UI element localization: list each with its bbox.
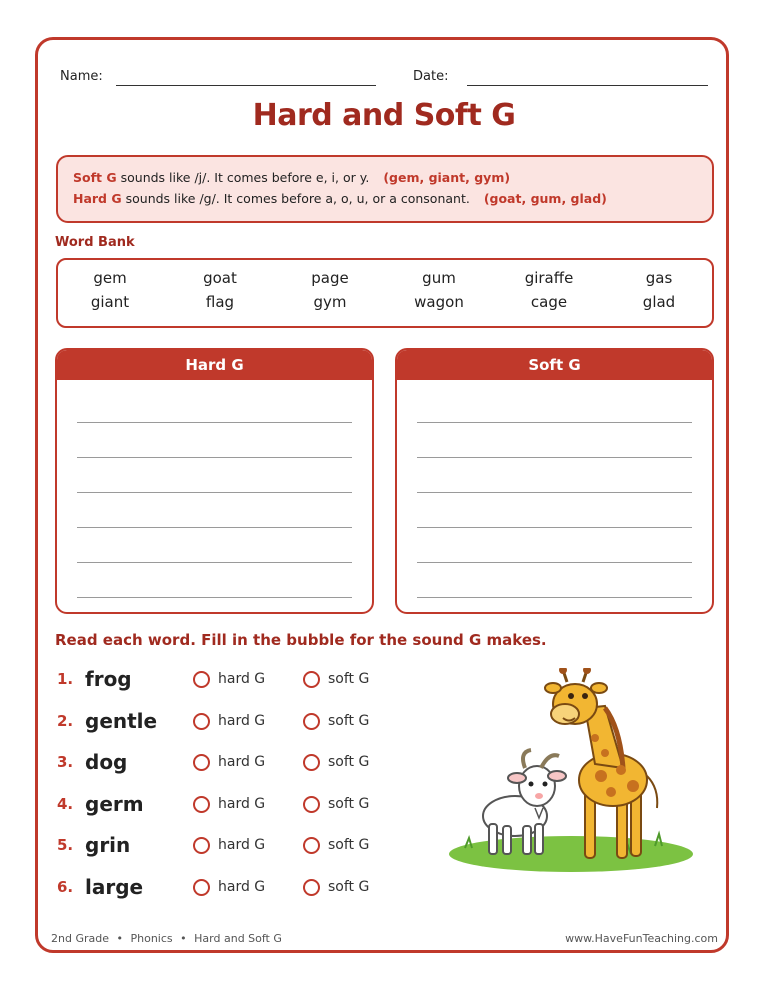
word-bank-word: gas — [645, 269, 673, 287]
quiz-item-number: 4. — [57, 795, 74, 813]
word-bank-word: goat — [203, 269, 237, 287]
soft-g-option-label: soft G — [328, 671, 370, 687]
name-label: Name: — [60, 69, 103, 84]
hard-g-option-label: hard G — [218, 754, 266, 770]
footer-site-link[interactable]: www.HaveFunTeaching.com — [565, 932, 718, 945]
quiz-item-number: 5. — [57, 836, 74, 854]
rule-box — [56, 155, 714, 223]
quiz-item-word: large — [85, 875, 144, 899]
soft-g-option-label: soft G — [328, 796, 370, 812]
soft-g-option-label: soft G — [328, 713, 370, 729]
footer-breadcrumb — [51, 932, 282, 945]
word-bank-word: page — [311, 269, 349, 287]
hard-g-option-label: hard G — [218, 879, 266, 895]
soft-g-header: Soft G — [397, 350, 712, 380]
hard-g-bubble[interactable] — [193, 879, 210, 896]
word-bank-word: giraffe — [524, 269, 574, 287]
soft-g-bubble[interactable] — [303, 879, 320, 896]
word-bank-word: gum — [422, 269, 456, 287]
hard-g-bubble[interactable] — [193, 671, 210, 688]
word-bank-label: Word Bank — [55, 235, 135, 250]
page-title: Hard and Soft G — [252, 98, 516, 133]
date-line[interactable] — [467, 74, 708, 86]
footer-subject: Phonics — [130, 932, 173, 945]
hard-g-term: Hard G — [73, 191, 122, 206]
quiz-item-number: 3. — [57, 753, 74, 771]
word-bank-word: giant — [90, 293, 130, 311]
hard-g-bubble[interactable] — [193, 754, 210, 771]
hard-g-bubble[interactable] — [193, 837, 210, 854]
hard-g-option-label: hard G — [218, 713, 266, 729]
hard-g-header: Hard G — [57, 350, 372, 380]
word-bank-word: cage — [530, 293, 568, 311]
hard-g-column — [55, 348, 374, 614]
hard-g-write-line[interactable] — [77, 422, 352, 423]
hard-g-text: sounds like /g/. It comes before a, o, u, or a consonant. — [125, 191, 470, 206]
quiz-item-word: germ — [85, 792, 144, 816]
word-bank-word: wagon — [414, 293, 464, 311]
quiz-item-number: 2. — [57, 712, 74, 730]
goat-giraffe-illustration — [445, 668, 695, 878]
giraffe-icon — [545, 668, 657, 858]
hard-g-write-line[interactable] — [77, 597, 352, 598]
quiz-item-word: grin — [85, 833, 131, 857]
soft-g-write-line[interactable] — [417, 597, 692, 598]
soft-g-option-label: soft G — [328, 879, 370, 895]
hard-g-write-line[interactable] — [77, 527, 352, 528]
word-bank-word: glad — [642, 293, 676, 311]
quiz-item-word: dog — [85, 750, 128, 774]
quiz-item-number: 6. — [57, 878, 74, 896]
hard-g-write-line[interactable] — [77, 562, 352, 563]
quiz-instruction: Read each word. Fill in the bubble for the sound G makes. — [55, 631, 547, 649]
soft-g-examples: (gem, giant, gym) — [383, 170, 511, 185]
hard-g-option-label: hard G — [218, 671, 266, 687]
word-bank-word: gem — [93, 269, 127, 287]
quiz-item-word: gentle — [85, 709, 158, 733]
soft-g-column — [395, 348, 714, 614]
soft-g-bubble[interactable] — [303, 671, 320, 688]
word-bank — [56, 258, 714, 328]
footer-grade: 2nd Grade — [51, 932, 109, 945]
soft-g-write-line[interactable] — [417, 422, 692, 423]
soft-g-text: sounds like /j/. It comes before e, i, or y. — [120, 170, 370, 185]
hard-g-rule — [73, 191, 607, 206]
soft-g-bubble[interactable] — [303, 837, 320, 854]
soft-g-option-label: soft G — [328, 837, 370, 853]
name-line[interactable] — [116, 74, 376, 86]
footer-separator: • — [180, 932, 187, 945]
soft-g-bubble[interactable] — [303, 754, 320, 771]
soft-g-write-line[interactable] — [417, 457, 692, 458]
quiz-item-word: frog — [85, 667, 132, 691]
hard-g-write-line[interactable] — [77, 492, 352, 493]
soft-g-bubble[interactable] — [303, 713, 320, 730]
soft-g-term: Soft G — [73, 170, 117, 185]
footer-topic: Hard and Soft G — [194, 932, 282, 945]
date-label: Date: — [413, 69, 449, 84]
hard-g-write-line[interactable] — [77, 457, 352, 458]
hard-g-bubble[interactable] — [193, 713, 210, 730]
soft-g-option-label: soft G — [328, 754, 370, 770]
soft-g-rule — [73, 170, 510, 185]
soft-g-write-line[interactable] — [417, 562, 692, 563]
quiz-item-number: 1. — [57, 670, 74, 688]
soft-g-write-line[interactable] — [417, 492, 692, 493]
word-bank-word: flag — [205, 293, 235, 311]
hard-g-bubble[interactable] — [193, 796, 210, 813]
soft-g-write-line[interactable] — [417, 527, 692, 528]
hard-g-examples: (goat, gum, glad) — [483, 191, 607, 206]
footer-separator: • — [116, 932, 123, 945]
word-bank-word: gym — [313, 293, 347, 311]
hard-g-option-label: hard G — [218, 837, 266, 853]
soft-g-bubble[interactable] — [303, 796, 320, 813]
hard-g-option-label: hard G — [218, 796, 266, 812]
